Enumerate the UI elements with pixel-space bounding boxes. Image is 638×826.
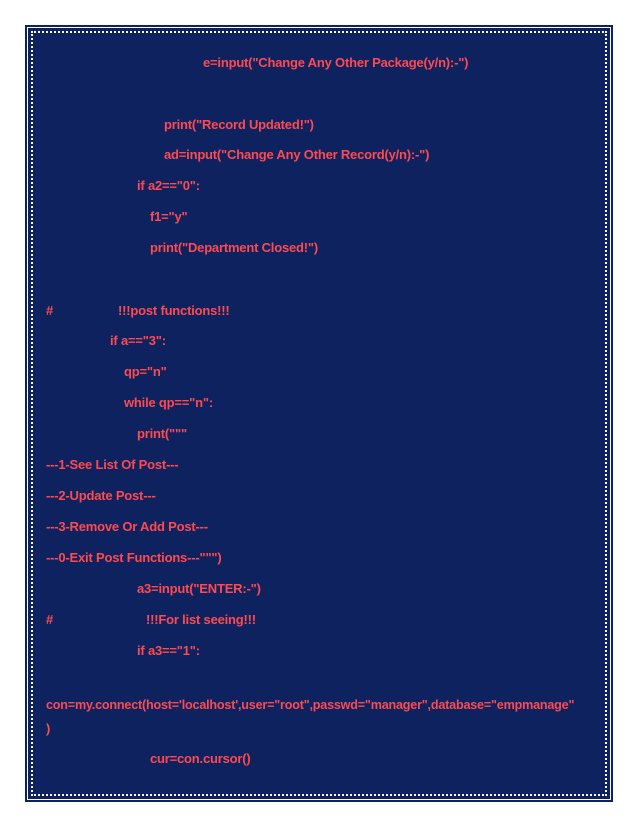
menu-line-see-list: ---1-See List Of Post--- (46, 457, 179, 472)
comment-list-seeing: !!!For list seeing!!! (146, 612, 256, 627)
code-line-change-record: ad=input("Change Any Other Record(y/n):-") (164, 147, 430, 162)
comment-hash-2: # (46, 612, 54, 627)
code-line-connect-close: ) (46, 721, 51, 736)
menu-line-remove-add-post: ---3-Remove Or Add Post--- (46, 519, 208, 534)
code-line-cursor: cur=con.cursor() (150, 751, 251, 766)
code-line-change-package: e=input("Change Any Other Package(y/n):-") (203, 55, 469, 70)
comment-post-functions: !!!post functions!!! (118, 303, 230, 318)
code-line-if-a3-1: if a3=="1": (137, 643, 200, 658)
code-line-print-menu: print(""" (137, 426, 187, 441)
code-line-f1: f1="y" (150, 209, 188, 224)
code-line-qp: qp="n" (124, 364, 167, 379)
code-line-if-a2: if a2=="0": (137, 178, 200, 193)
code-line-if-a3: if a=="3": (110, 333, 166, 348)
code-line-connect: con=my.connect(host='localhost',user="root",passwd="manager",database="empmanage" (46, 698, 575, 712)
code-line-while-qp: while qp=="n": (124, 395, 213, 410)
code-line-a3-input: a3=input("ENTER:-") (137, 581, 261, 596)
document-page (24, 24, 614, 803)
menu-line-update-post: ---2-Update Post--- (46, 488, 156, 503)
menu-line-exit-post-functions: ---0-Exit Post Functions---""") (46, 550, 222, 565)
comment-hash: # (46, 303, 54, 318)
code-line-print-department-closed: print("Department Closed!") (150, 240, 318, 255)
code-line-print-record-updated: print("Record Updated!") (164, 117, 314, 132)
